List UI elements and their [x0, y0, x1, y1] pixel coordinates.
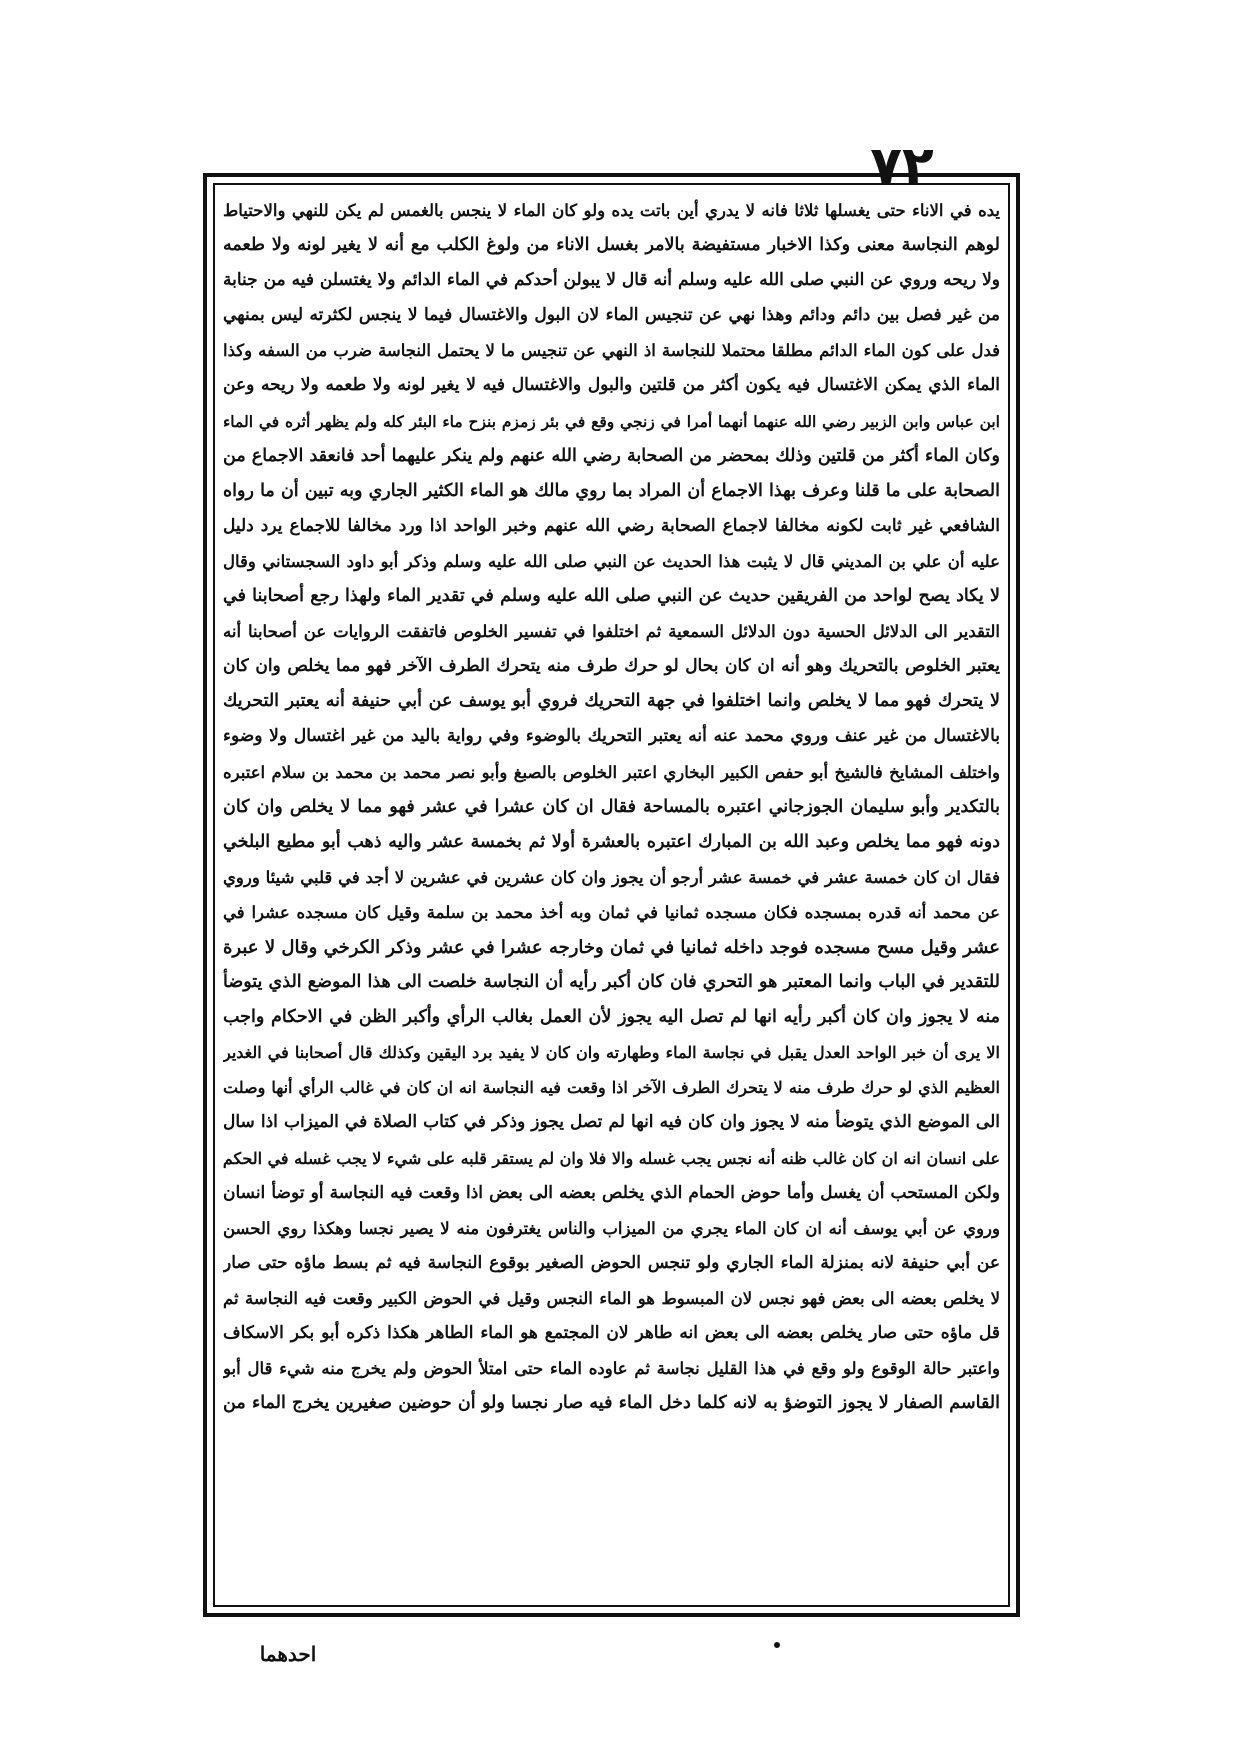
text-line: على انسان انه ان كان غالب ظنه أنه نجس يجب غسله والا فلا وان لم يستقر قلبه على شيء لا يجب غسله في الحكم — [223, 1148, 1000, 1168]
text-line: لا يكاد يصح لواحد من الفريقين حديث عن النبي صلى الله عليه وسلم في تقدير الماء ولهذا رجع أصحابنا في — [223, 586, 1000, 607]
text-line: التقدير الى الدلائل الحسية دون الدلائل السمعية ثم اختلفوا في تفسير الخلوص فاتفقت الروايات عن أصحابنا أنه — [223, 622, 1000, 642]
text-line: فدل على كون الماء الدائم مطلقا محتملا للنجاسة اذ النهي عن تنجيس ما لا يحتمل النجاسة ضرب من السفه وكذا — [223, 341, 1000, 361]
text-line: للتقدير في الباب وانما المعتبر هو التحري فان كان أكبر رأيه أن النجاسة خلصت الى هذا الموضع الذي يتوضأ — [223, 972, 1000, 993]
text-line: وروي عن أبي يوسف أنه ان كان الماء يجري من الميزاب والناس يغترفون منه لا يصير نجسا وهكذا روي الحسن — [223, 1218, 1000, 1238]
text-line: لا يخلص بعضه الى بعض فهو نجس لان المبسوط هو الماء النجس وقيل في الحوض الكبير وقعت فيه النجاسة ثم — [223, 1288, 1000, 1308]
text-line: عشر وقيل مسح مسجده فوجد داخله ثمانيا في ثمان وخارجه عشرا في عشر وذكر الكرخي وقال لا عبرة — [223, 936, 1000, 958]
ink-dot — [774, 1642, 780, 1648]
text-line: يعتبر الخلوص بالتحريك وهو أنه ان كان بحال لو حرك طرف منه يتحرك الطرف الآخر فهو مما يخلص وان كان — [223, 656, 1000, 677]
text-line: منه لا يجوز وان كان أكبر رأيه انها لم تصل اليه يجوز لأن العمل بغالب الرأي وأكبر الظن في الاحكام واجب — [223, 1007, 1000, 1028]
text-line: عن أبي حنيفة لانه بمنزلة الماء الجاري ولو تنجس الحوض الصغير بوقوع النجاسة فيه ثم بسط ماؤه حتى صار — [223, 1252, 1000, 1273]
text-line: عن محمد أنه قدره بمسجده فكان مسجده ثمانيا في ثمان وبه أخذ محمد بن سلمة وقيل كان مسجده عشرا في — [223, 902, 1000, 922]
text-line: القاسم الصفار لا يجوز التوضؤ به لانه كلما دخل الماء فيه صار نجسا ولو أن حوضين صغيرين يخرج الماء من — [223, 1393, 1000, 1414]
text-line: الى الموضع الذي يتوضأ منه لا يجوز وان كان فيه انها لم تصل يجوز وذكر في كتاب الصلاة في الميزاب اذا سال — [223, 1112, 1000, 1133]
text-line: ولا ريحه وروي عن النبي صلى الله عليه وسلم أنه قال لا يبولن أحدكم في الماء الدائم ولا يغتسلن فيه من جنابة — [223, 270, 1000, 291]
text-line: واختلف المشايخ فالشيخ أبو حفص الكبير البخاري اعتبر الخلوص بالصبغ وأبو نصر محمد بن محمد بن سلام اعتبره — [223, 762, 1000, 782]
text-line: الماء الذي يمكن الاغتسال فيه يكون أكثر من قلتين والبول والاغتسال فيه لا يغير لونه ولا طعمه ولا ريحه وعن — [223, 375, 1000, 396]
text-line: دونه فهو مما يخلص وعبد الله بن المبارك اعتبره بالعشرة أولا ثم بخمسة عشر واليه ذهب أبو مطيع البلخي — [223, 831, 1000, 852]
text-line: وكان الماء أكثر من قلتين وذلك بمحضر من الصحابة رضي الله عنهم ولم ينكر عليهما أحد فانعقد الاجماع من — [223, 445, 1000, 466]
text-line: الا يرى أن خبر الواحد العدل يقبل في نجاسة الماء وطهارته وان كان لا يفيد برد اليقين وكذلك قال أصحابنا في الغدير — [223, 1043, 1000, 1063]
page-number: ٧٢ — [870, 136, 934, 196]
text-line: واعتبر حالة الوقوع ولو وقع في هذا القليل نجاسة ثم عاوده الماء حتى امتلأ الحوض ولم يخرج منه شيء قال أبو — [223, 1359, 1000, 1379]
text-line: الشافعي غير ثابت لكونه مخالفا لاجماع الصحابة رضي الله عنهم وخبر الواحد اذا ورد مخالفا للاجماع يرد دليل — [223, 515, 1000, 536]
main-text-block — [223, 193, 1000, 1597]
text-line: قل ماؤه حتى صار يخلص بعضه الى بعض انه طاهر لان المجتمع هو الماء الطاهر هكذا ذكره أبو بكر الاسكاف — [223, 1323, 1000, 1343]
text-line: ابن عباس وابن الزبير رضي الله عنهما أنهما أمرا في زنجي وقع في بئر زمزم بنزح ماء البئر كله ولم يظهر أثره في الماء — [223, 411, 1000, 431]
text-line: عليه أن علي بن المديني قال لا يثبت هذا الحديث عن النبي صلى الله عليه وسلم وذكر أبو داود السجستاني وقال — [223, 551, 1000, 571]
text-line: لوهم النجاسة معنى وكذا الاخبار مستفيضة بالامر بغسل الاناء من ولوغ الكلب مع أنه لا يغير لونه ولا طعمه — [223, 235, 1000, 256]
text-line: العظيم الذي لو حرك طرف منه لا يتحرك الطرف الآخر اذا وقعت فيه النجاسة انه ان كان في غالب الرأي أنها وصلت — [223, 1078, 1000, 1098]
text-line: لا يتحرك فهو مما لا يخلص وانما اختلفوا في جهة التحريك فروي أبو يوسف عن أبي حنيفة أنه يعتبر التحريك — [223, 691, 1000, 712]
text-line: بالاغتسال من غير عنف وروي محمد عنه أنه يعتبر التحريك بالوضوء وفي رواية باليد من غير اغتسال ولا وضوء — [223, 726, 1000, 747]
text-line: يده في الاناء حتى يغسلها ثلاثا فانه لا يدري أين باتت يده ولو كان الماء لا ينجس بالغمس لم يكن للنهي والاحتياط — [223, 201, 1000, 220]
text-line: الصحابة على ما قلنا وعرف بهذا الاجماع أن المراد بما روي مالك هو الماء الكثير الجاري وبه تبين أن ما رواه — [223, 480, 1000, 501]
text-line: ولكن المستحب أن يغسل وأما حوض الحمام الذي يخلص بعضه الى بعض اذا وقعت فيه النجاسة أو توضأ انسان — [223, 1182, 1000, 1203]
text-line: بالتكدير وأبو سليمان الجوزجاني اعتبره بالمساحة فقال ان كان عشرا في عشر فهو مما لا يخلص وان كان — [223, 796, 1000, 817]
text-line: فقال ان كان خمسة عشر في خمسة عشر أرجو أن يجوز وان كان عشرين في عشرين لا أجد في قلبي شيئا وروي — [223, 867, 1000, 887]
catchword: احدهما — [259, 1642, 317, 1666]
text-line: من غير فصل بين دائم ودائم وهذا نهي عن تنجيس الماء لان البول والاغتسال فيما لا ينجس لكثرته ليس بمنهي — [223, 305, 1000, 326]
